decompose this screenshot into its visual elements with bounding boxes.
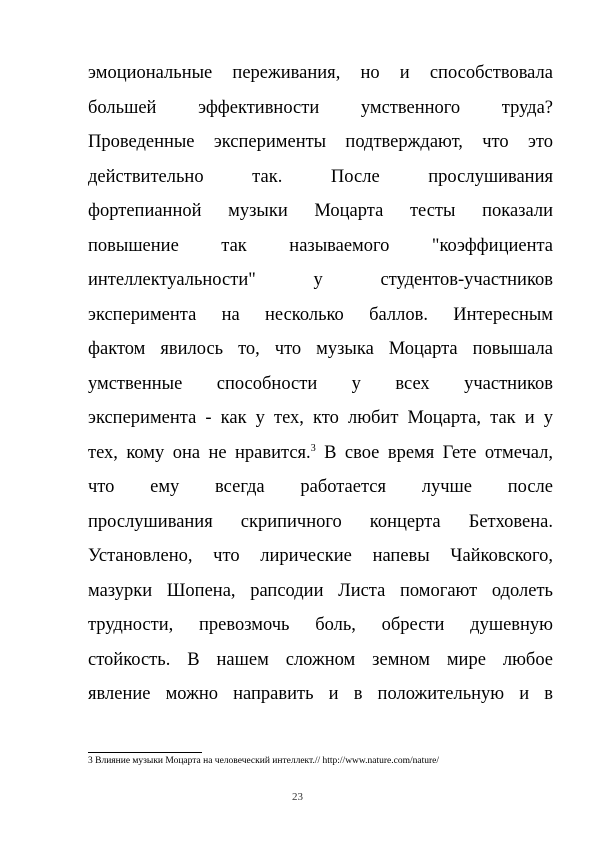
body-text: [88, 56, 553, 712]
text-line: трудности, превозмочь боль, обрести душевную: [88, 615, 553, 635]
text-line: прослушивания скрипичного концерта Бетховена.: [88, 511, 553, 532]
text-line: мазурки Шопена, рапсодии Листа помогают одолеть: [88, 580, 553, 601]
text-line: интеллектуальности" у студентов-участников: [88, 270, 553, 290]
text-line: повышение так называемого "коэффициента: [88, 235, 553, 256]
text-line: фортепианной музыки Моцарта тесты показали: [88, 201, 553, 221]
text-line: эксперимента - как у тех, кто любит Моцарта, так и у: [88, 408, 553, 428]
text-line: умственные способности у всех участников: [88, 373, 553, 394]
text-line: эксперимента на несколько баллов. Интересным: [88, 304, 553, 325]
text-line: Установлено, что лирические напевы Чайковского,: [88, 546, 553, 566]
text-line: Проведенные эксперименты подтверждают, что это: [88, 132, 553, 152]
text-segment: тех, кому она не нравится.: [88, 442, 311, 463]
text-line: действительно так. После прослушивания: [88, 166, 553, 187]
text-line: эмоциональные переживания, но и способствовала: [88, 63, 553, 83]
text-line: фактом явилось то, что музыка Моцарта повышала: [88, 339, 553, 359]
text-line: явление можно направить и в положительную и в: [88, 684, 553, 704]
text-line: что ему всегда работается лучше после: [88, 477, 553, 497]
footnote-marker: 3: [310, 442, 316, 454]
footnote-separator: [88, 752, 202, 753]
footnote: 3 Влияние музыки Моцарта на человеческий интеллект.// http://www.nature.com/nature/: [88, 756, 440, 766]
page-number: 23: [292, 791, 303, 803]
text-segment: В свое время Гете отмечал,: [315, 442, 553, 463]
text-line: стойкость. В нашем сложном земном мире любое: [88, 649, 553, 670]
text-line: большей эффективности умственного труда?: [88, 97, 553, 118]
text-line-with-footnote: [88, 436, 553, 471]
